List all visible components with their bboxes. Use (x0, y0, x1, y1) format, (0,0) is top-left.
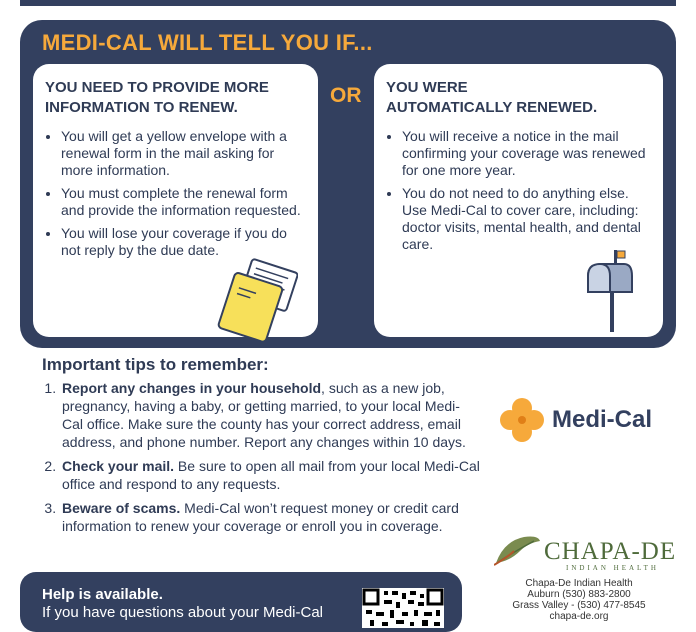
card-auto-renewed-list (386, 128, 657, 259)
chapa-de-feather-icon (494, 533, 542, 567)
tip-item (60, 499, 480, 535)
tip-text: Medi-Cal won’t request money or credit card information to renew your coverage or enroll you in coverage. (62, 500, 459, 534)
contact-website[interactable]: chapa-de.org (549, 611, 609, 622)
tip-bold: Beware of scams. (62, 500, 181, 516)
tip-item (60, 457, 480, 493)
tips-list (42, 379, 480, 541)
envelope-icon (216, 258, 298, 342)
help-title: Help is available. (42, 586, 163, 603)
chapa-de-logo-text: CHAPA-DE (544, 538, 677, 565)
mailbox-icon (582, 248, 638, 334)
list-item: • You do not need to do anything else. Use Medi-Cal to cover care, including: doctor visits, mental health, and dental care. (402, 185, 657, 253)
tip-item (60, 379, 480, 451)
top-rule (20, 0, 676, 6)
tip-bold: Check your mail. (62, 458, 175, 474)
contact-name: Chapa-De Indian Health (525, 578, 633, 589)
contact-info (494, 578, 664, 622)
list-item: • You will get a yellow envelope with a renewal form in the mail asking for more information. (61, 128, 307, 179)
tip-text: Be sure to open all mail from your local Medi-Cal office and respond to any requests. (62, 458, 480, 492)
list-item: • You must complete the renewal form and provide the information requested. (61, 185, 307, 219)
tips-heading: Important tips to remember: (42, 355, 269, 374)
panel-title: MEDI-CAL WILL TELL YOU IF... (42, 30, 373, 55)
list-item: • You will lose your coverage if you do not reply by the due date. (61, 225, 307, 259)
contact-grass-valley: Grass Valley - (530) 477-8545 (512, 600, 646, 611)
help-text: If you have questions about your Medi-Cal (42, 604, 323, 621)
help-box (20, 572, 462, 632)
medi-cal-poppy-icon (500, 398, 544, 442)
card-provide-info-heading: YOU NEED TO PROVIDE MORE INFORMATION TO RENEW. (45, 79, 269, 116)
or-label: OR (330, 84, 362, 107)
card-auto-renewed-heading: YOU WERE AUTOMATICALLY RENEWED. (386, 79, 598, 116)
qr-code-icon[interactable] (362, 588, 444, 628)
tip-text: , such as a new job, pregnancy, having a baby, or getting married, to your local Medi-Cal office. Make sure the county has your correct address, email address, and phone number. Report any changes within 10 days. (62, 380, 466, 450)
list-item: • You will receive a notice in the mail confirming your coverage was renewed for one more year. (402, 128, 657, 179)
contact-auburn: Auburn (530) 883-2800 (527, 589, 631, 600)
card-provide-info-list (45, 128, 307, 265)
tip-bold: Report any changes in your household (62, 380, 322, 396)
medi-cal-logo-text: Medi-Cal (552, 406, 653, 433)
chapa-de-logo-subtext: INDIAN HEALTH (566, 564, 659, 572)
